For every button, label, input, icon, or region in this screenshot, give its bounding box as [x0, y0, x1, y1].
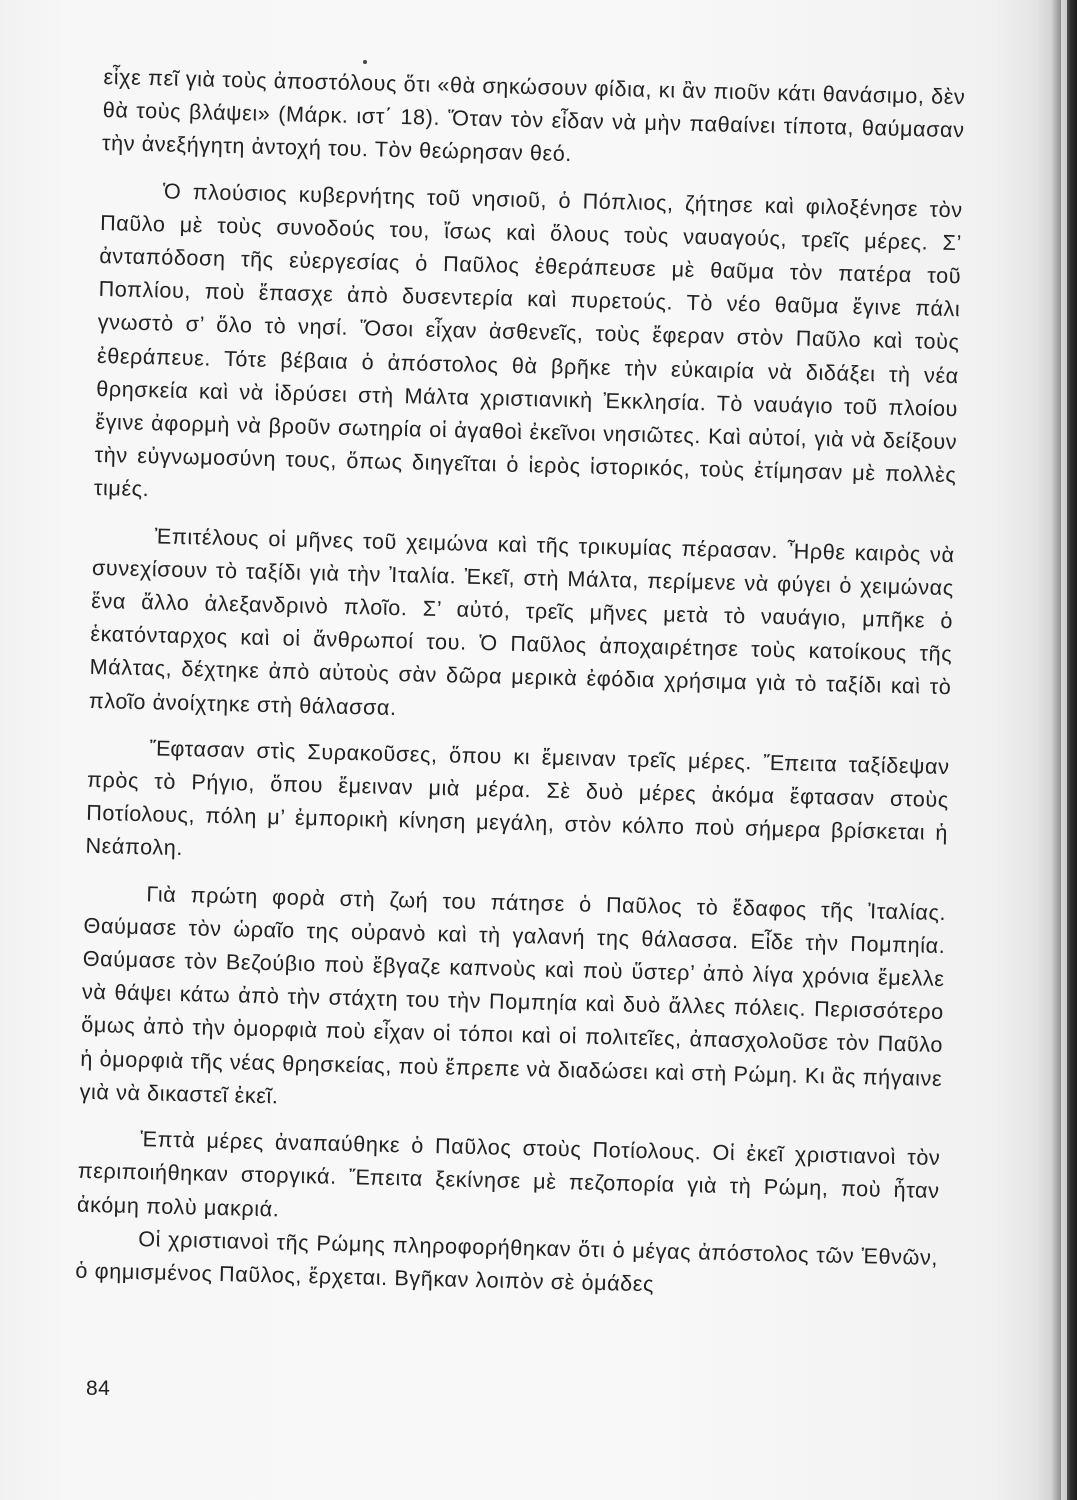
paragraph: Ἑπτὰ μέρες ἀναπαύθηκε ὁ Παῦλος στοὺς Ποτίολους. Οἱ ἐκεῖ χριστιανοὶ τὸν περιποιήθηκαν στοργικά. Ἔπειτα ξεκίνησε μὲ πεζοπορία γιὰ τὴ Ρώμη, ποὺ ἦταν ἀκόμη πολὺ μακριά.	[76, 1126, 941, 1221]
paragraph: Γιὰ πρώτη φορὰ στὴ ζωή του πάτησε ὁ Παῦλος τὸ ἔδαφος τῆς Ἰταλίας. Θαύμασε τὸν ὡραῖο της οὐρανὸ καὶ τὴ γαλανή της θάλασσα. Εἶδε τὴν Πομπηία. Θαύμασε τὸν Βεζούβιο ποὺ ἔβγαζε καπνοὺς καὶ ποὺ ὕστερ’ ἀπὸ λίγα χρόνια ἔμελλε νὰ θάψει κάτω ἀπὸ τὴν στάχτη του τὴν Πομπηία καὶ δυὸ ἄλλες πόλεις. Περισσότερο ὅμως ἀπὸ τὴν ὀμορφιὰ ποὺ εἶχαν οἱ τόποι καὶ οἱ πολιτεῖες, ἀπασχολοῦσε τὸν Παῦλο ἡ ὀμορφιὰ τῆς νέας θρησκείας, ποὺ ἔπρεπε νὰ διαδώσει καὶ στὴ Ρώμη. Κι ἂς πήγαινε γιὰ νὰ δικαστεῖ ἐκεῖ.	[79, 880, 947, 1109]
paragraph: Οἱ χριστιανοὶ τῆς Ρώμης πληροφορήθηκαν ὅτι ὁ μέγας ἀπόστολος τῶν Ἐθνῶν, ὁ φημισμένος Παῦλος, ἔρχεται. Βγῆκαν λοιπὸν σὲ ὁμάδες	[75, 1225, 939, 1297]
page-edge-shadow	[1037, 0, 1077, 1500]
paragraph: Ὁ πλούσιος κυβερνήτης τοῦ νησιοῦ, ὁ Πόπλιος, ζήτησε καὶ φιλοξένησε τὸν Παῦλο μὲ τοὺς συνοδούς του, ἴσως καὶ ὅλους τοὺς ναυαγούς, τρεῖς μέρες. Σ’ ἀνταπόδοση τῆς εὐεργεσίας ὁ Παῦλος ἐθεράπευσε μὲ θαῦμα τὸν πατέρα τοῦ Ποπλίου, ποὺ ἔπασχε ἀπὸ δυσεντερία καὶ πυρετούς. Τὸ νέο θαῦμα ἔγινε πάλι γνωστὸ σ’ ὅλο τὸ νησί. Ὅσοι εἶχαν ἀσθενεῖς, τοὺς ἔφεραν στὸν Παῦλο καὶ τοὺς ἐθεράπευε. Τότε βέβαια ὁ ἀπόστολος θὰ βρῆκε τὴν εὐκαιρία νὰ διδάξει τὴ νέα θρησκεία καὶ νὰ ἱδρύσει στὴ Μάλτα χριστιανικὴ Ἐκκλησία. Τὸ ναυάγιο τοῦ πλοίου ἔγινε ἀφορμὴ νὰ βροῦν σωτηρία οἱ ἀγαθοὶ ἐκεῖνοι νησιῶτες. Καὶ αὐτοί, γιὰ νὰ δείξουν τὴν εὐγνωμοσύνη τους, ὅπως διηγεῖται ὁ ἱερὸς ἱστορικός, τοὺς ἐτίμησαν μὲ πολλὲς τιμές.	[93, 178, 964, 502]
paragraph: εἶχε πεῖ γιὰ τοὺς ἀποστόλους ὅτι «θὰ σηκώσουν φίδια, κι ἂν πιοῦν κάτι θανάσιμο, δὲν θὰ τοὺς βλάψει» (Μάρκ. ιστ΄ 18). Ὅταν τὸν εἶδαν νὰ μὴν παθαίνει τίποτα, θαύμασαν τὴν ἀνεξήγητη ἀντοχή του. Τὸν θεώρησαν θεό.	[101, 63, 966, 167]
body-text	[75, 60, 966, 1320]
ink-speck	[363, 60, 367, 64]
page-edge-highlight	[1061, 0, 1067, 1500]
paragraph: Ἔφτασαν στὶς Συρακοῦσες, ὅπου κι ἔμειναν τρεῖς μέρες. Ἔπειτα ταξίδεψαν πρὸς τὸ Ρήγιο, ὅπου ἔμειναν μιὰ μέρα. Σὲ δυὸ μέρες ἀκόμα ἔφτασαν στοὺς Ποτίολους, πόλη μ’ ἐμπορικὴ κίνηση μεγάλη, στὸν κόλπο ποὺ σήμερα βρίσκεται ἡ Νεάπολη.	[85, 735, 950, 861]
page-number: 84	[86, 1377, 111, 1400]
paragraph: Ἐπιτέλους οἱ μῆνες τοῦ χειμώνα καὶ τῆς τρικυμίας πέρασαν. Ἦρθε καιρὸς νὰ συνεχίσουν τὸ ταξίδι γιὰ τὴν Ἰταλία. Ἐκεῖ, στὴ Μάλτα, περίμενε νὰ φύγει ὁ χειμώνας ἕνα ἄλλο ἀλεξανδρινὸ πλοῖο. Σ’ αὐτό, τρεῖς μῆνες μετὰ τὸ ναυάγιο, μπῆκε ὁ ἑκατόνταρχος καὶ οἱ ἄνθρωποί του. Ὁ Παῦλος ἀποχαιρέτησε τοὺς κατοίκους τῆς Μάλτας, δέχτηκε ἀπὸ αὐτοὺς σὰν δῶρα μερικὰ ἐφόδια χρήσιμα γιὰ τὸ ταξίδι καὶ τὸ πλοῖο ἀνοίχτηκε στὴ θάλασσα.	[88, 522, 955, 720]
